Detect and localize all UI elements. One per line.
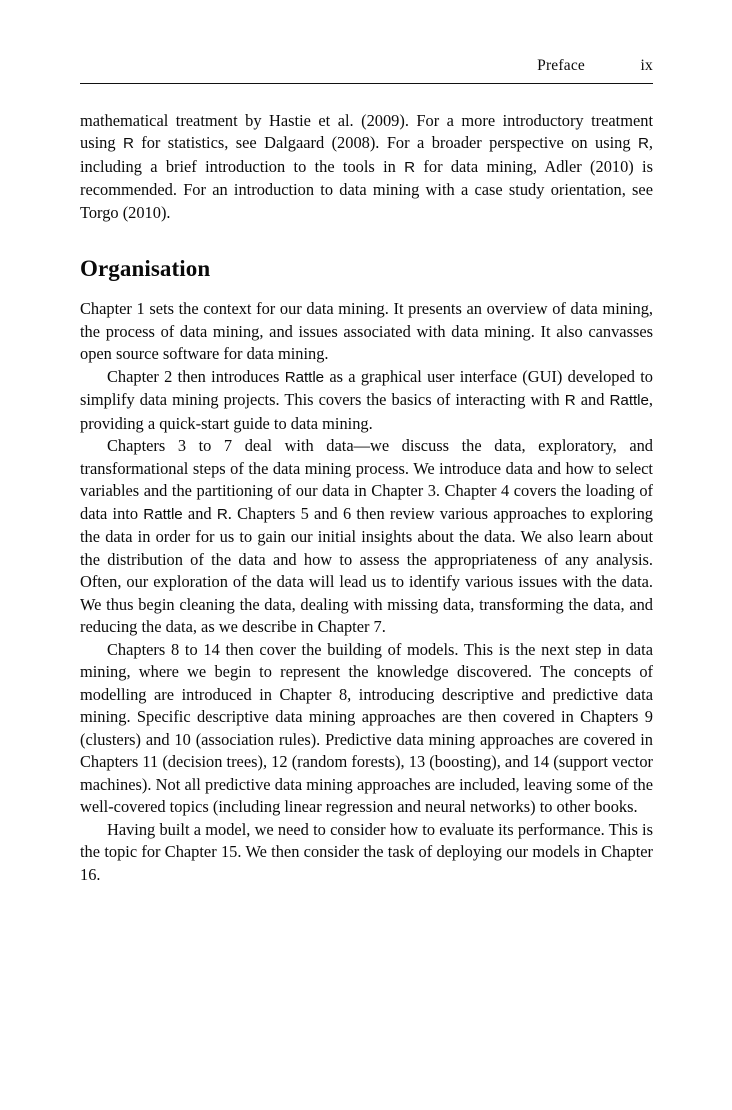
- code-term: R: [637, 135, 649, 152]
- page-content: [80, 58, 653, 886]
- paragraphs-after-heading: [80, 298, 653, 886]
- code-term: Rattle: [143, 505, 183, 523]
- code-term: Rattle: [284, 368, 325, 386]
- code-term: R: [564, 392, 576, 410]
- page-number: ix: [640, 57, 653, 74]
- paragraph: Chapters 8 to 14 then cover the building of models. This is the next step in data mining, where we begin to represent the knowledge discovered. The concepts of modelling are introduced in Chapter 8, introducing descriptive and predictive data mining. Specific descriptive data mining approaches are then covered in Chapters 9 (clusters) and 10 (association rules). Predictive data mining approaches are covered in Chapters 11 (decision trees), 12 (random forests), 13 (boosting), and 14 (support vector machines). Not all predictive data mining approaches are included, leaving some of the well-covered topics (including linear regression and neural networks) to other books.: [80, 639, 653, 817]
- body-text: [80, 110, 653, 887]
- paragraph: Chapter 2 then introduces Rattle as a graphical user interface (GUI) developed to simplify data mining projects. This covers the basics of interacting with R and Rattle, providing a quick-start guide to data mining.: [80, 366, 654, 433]
- running-header-title: Preface: [537, 57, 585, 74]
- code-term: R: [122, 135, 134, 152]
- paragraph: Chapters 3 to 7 deal with data—we discuss the data, exploratory, and transformational steps of the data mining process. We introduce data and how to select variables and the partitioning of our data in Chapter 3. Chapter 4 covers the loading of data into Rattle and R. Chapters 5 and 6 then review various approaches to exploring the data in order for us to gain our initial insights about the data. We also learn about the distribution of the data and how to assess the appropriateness of any analysis. Often, our exploration of the data will lead us to identify various issues with the data. We thus begin cleaning the data, dealing with missing data, transforming the data, and reducing the data, as we describe in Chapter 7.: [80, 436, 653, 637]
- paragraph: mathematical treatment by Hastie et al. (2009). For a more introductory treatment using R for statistics, see Dalgaard (2008). For a broader perspective on using R, including a brief introduction to the tools in R for data mining, Adler (2010) is recommended. For an introduction to data mining with a case study orientation, see Torgo (2010).: [80, 110, 653, 222]
- running-header: [80, 58, 653, 83]
- paragraph: Having built a model, we need to consider how to evaluate its performance. This is the topic for Chapter 15. We then consider the task of deploying our models in Chapter 16.: [80, 819, 653, 884]
- section-heading: Organisation: [80, 256, 211, 281]
- code-term: R: [404, 158, 416, 176]
- paragraphs-before-heading: [80, 110, 653, 225]
- section-heading-block: [80, 224, 653, 298]
- code-term: R: [216, 505, 228, 523]
- paragraph: Chapter 1 sets the context for our data mining. It presents an overview of data mining, the process of data mining, and issues associated with data mining. It also canvasses open source software for data mining.: [80, 299, 653, 364]
- code-term: Rattle: [609, 392, 649, 410]
- header-rule: [80, 83, 653, 84]
